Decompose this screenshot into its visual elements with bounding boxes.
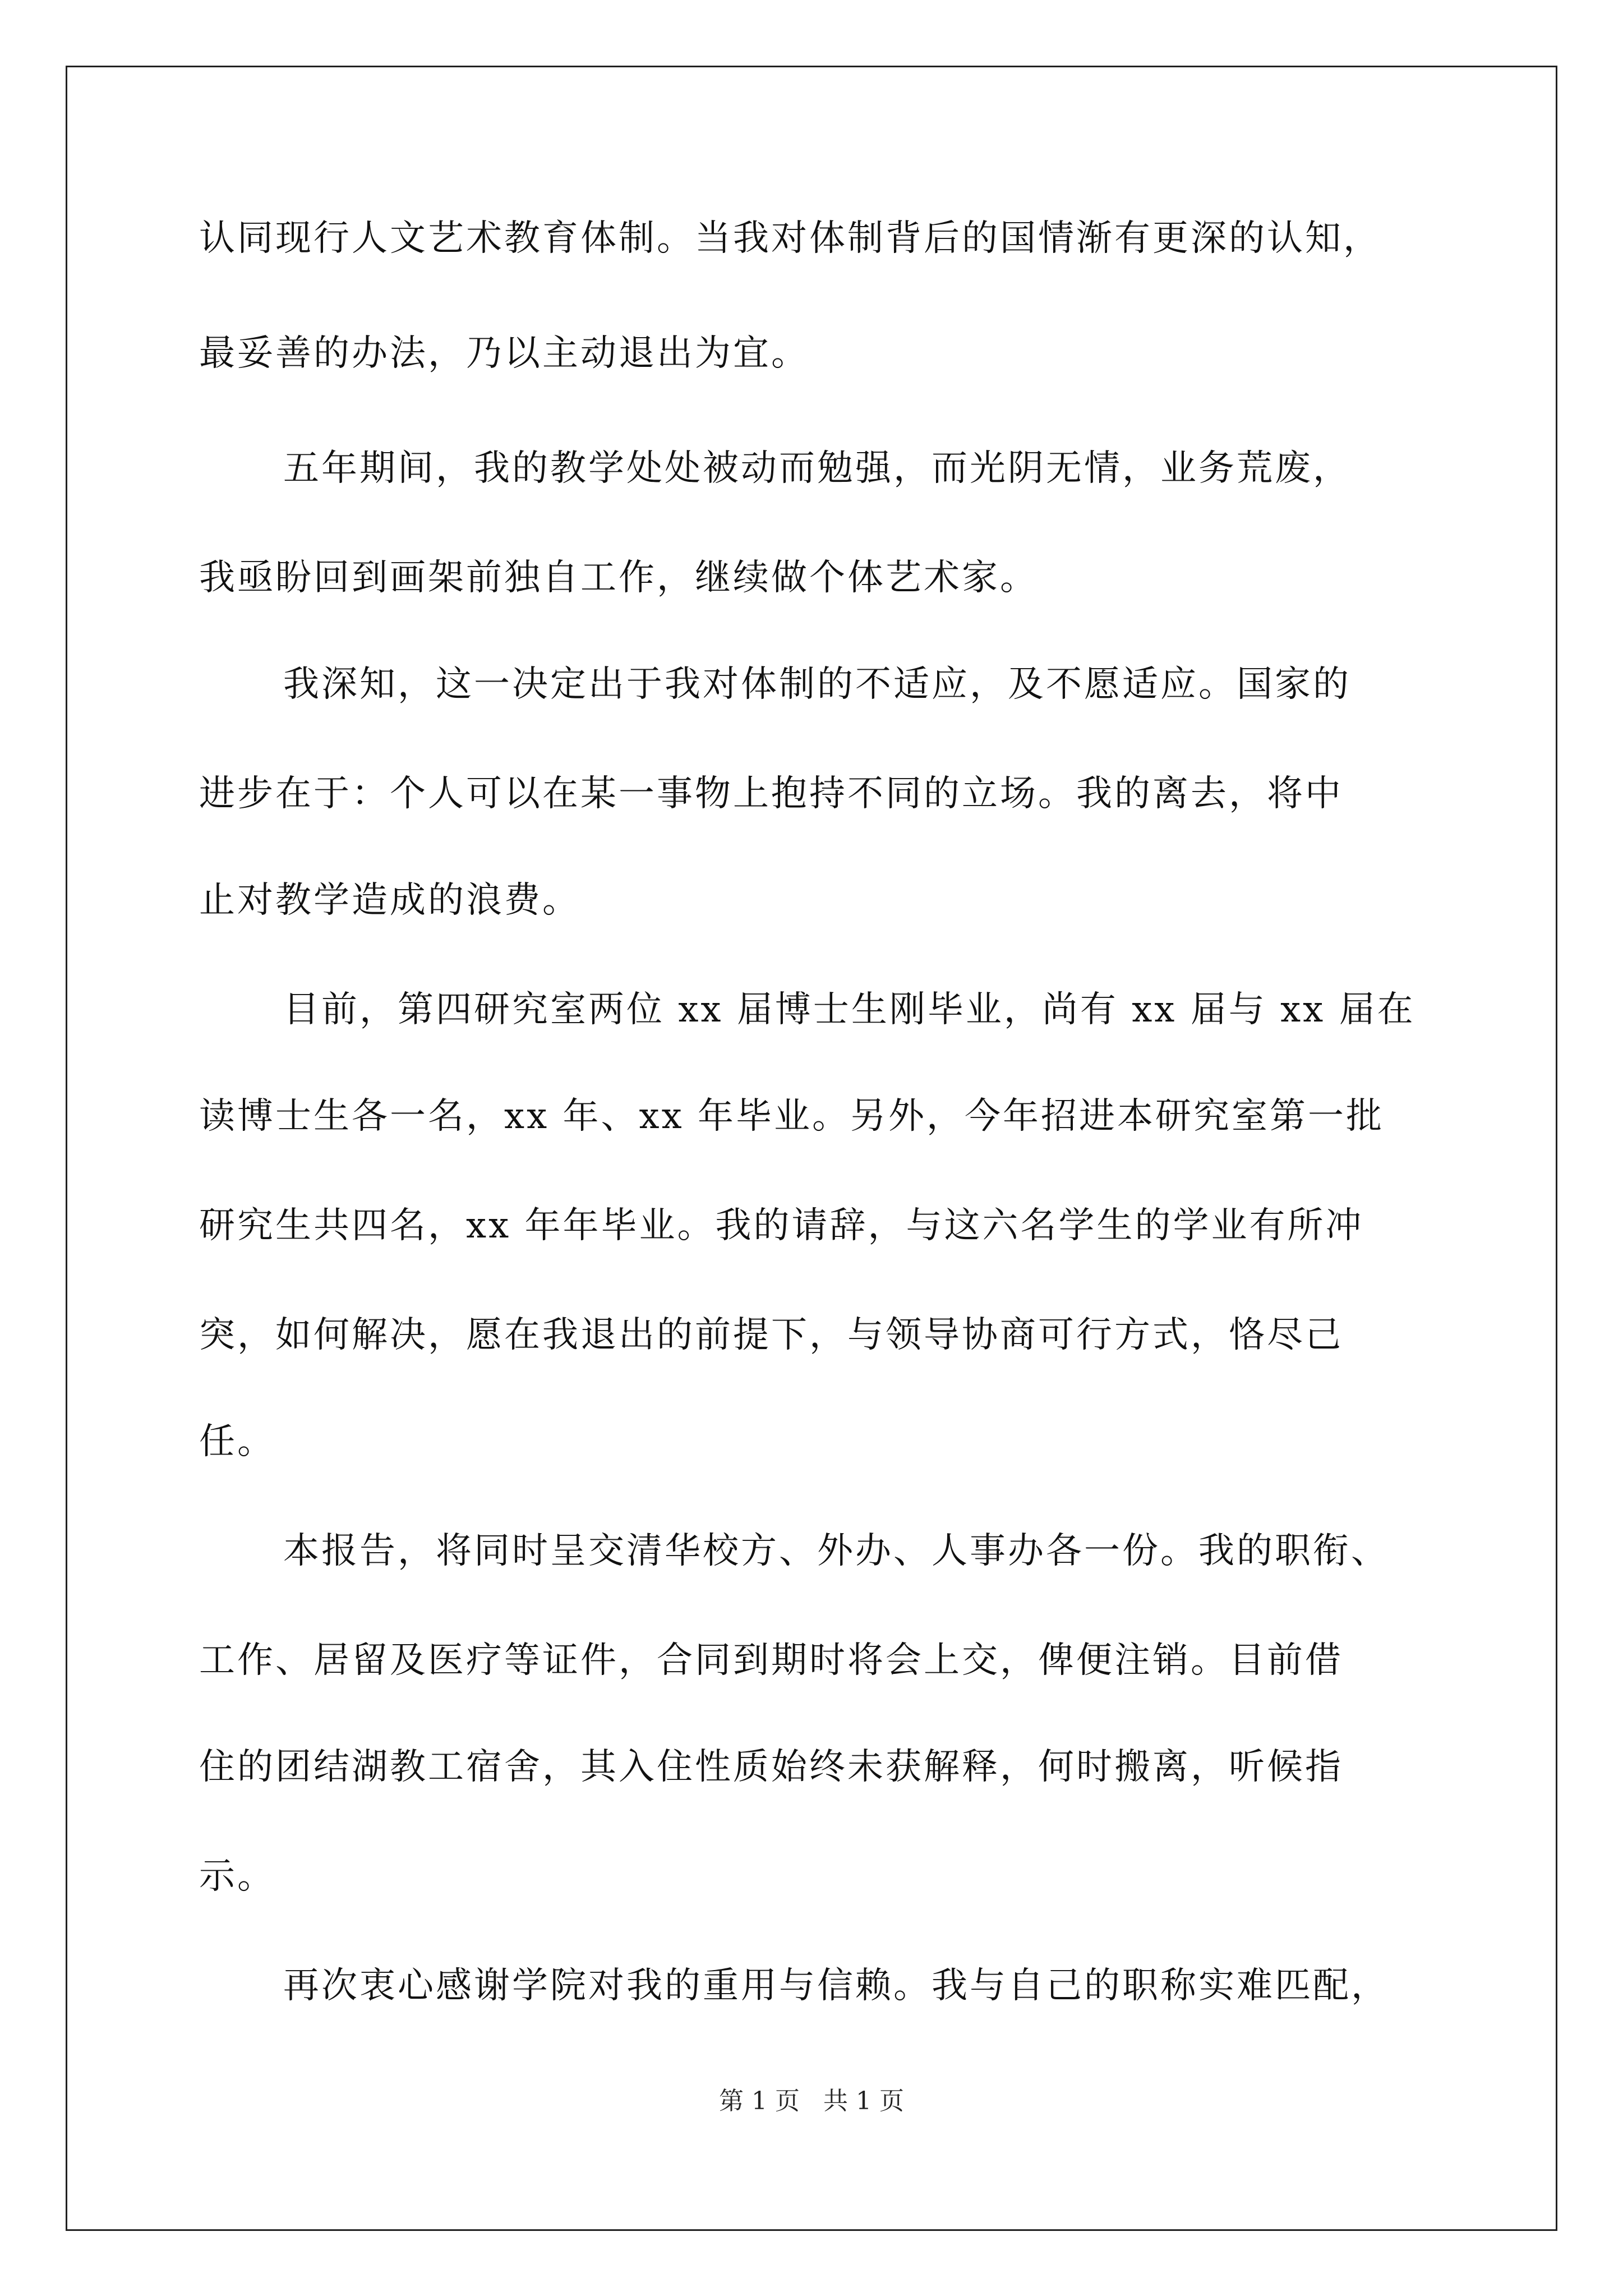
text-line: 任。 xyxy=(199,1421,275,1462)
text-line: 再次衷心感谢学院对我的重用与信赖。我与自己的职称实难匹配， xyxy=(283,1965,1389,2007)
text-line: 研究生共四名，xx 年年毕业。我的请辞，与这六名学生的学业有所冲 xyxy=(199,1205,1364,1246)
text-line: 读博士生各一名，xx 年、xx 年毕业。另外，今年招进本研究室第一批 xyxy=(199,1096,1385,1137)
page-number-footer: 第 1 页 共 1 页 xyxy=(719,2087,904,2115)
text-line: 目前，第四研究室两位 xx 届博士生刚毕业，尚有 xx 届与 xx 届在 xyxy=(283,989,1415,1030)
text-line: 认同现行人文艺术教育体制。当我对体制背后的国情渐有更深的认知， xyxy=(199,218,1381,259)
text-line: 本报告，将同时呈交清华校方、外办、人事办各一份。我的职衔、 xyxy=(283,1530,1389,1572)
text-line: 止对教学造成的浪费。 xyxy=(199,880,580,921)
text-line: 示。 xyxy=(199,1856,275,1897)
text-line: 进步在于：个人可以在某一事物上抱持不同的立场。我的离去，将中 xyxy=(199,773,1343,815)
text-line: 最妥善的办法，乃以主动退出为宜。 xyxy=(199,333,809,374)
text-line: 工作、居留及医疗等证件，合同到期时将会上交，俾便注销。目前借 xyxy=(199,1640,1343,1681)
page-border xyxy=(66,66,1557,2231)
text-line: 突，如何解决，愿在我退出的前提下，与领导协商可行方式，恪尽己 xyxy=(199,1314,1343,1356)
text-line: 五年期间，我的教学处处被动而勉强，而光阴无情，业务荒废， xyxy=(283,448,1351,489)
text-line: 我深知，这一决定出于我对体制的不适应，及不愿适应。国家的 xyxy=(283,664,1351,705)
text-line: 住的团结湖教工宿舍，其入住性质始终未获解释，何时搬离，听候指 xyxy=(199,1746,1343,1788)
text-line: 我亟盼回到画架前独自工作，继续做个体艺术家。 xyxy=(199,557,1038,599)
